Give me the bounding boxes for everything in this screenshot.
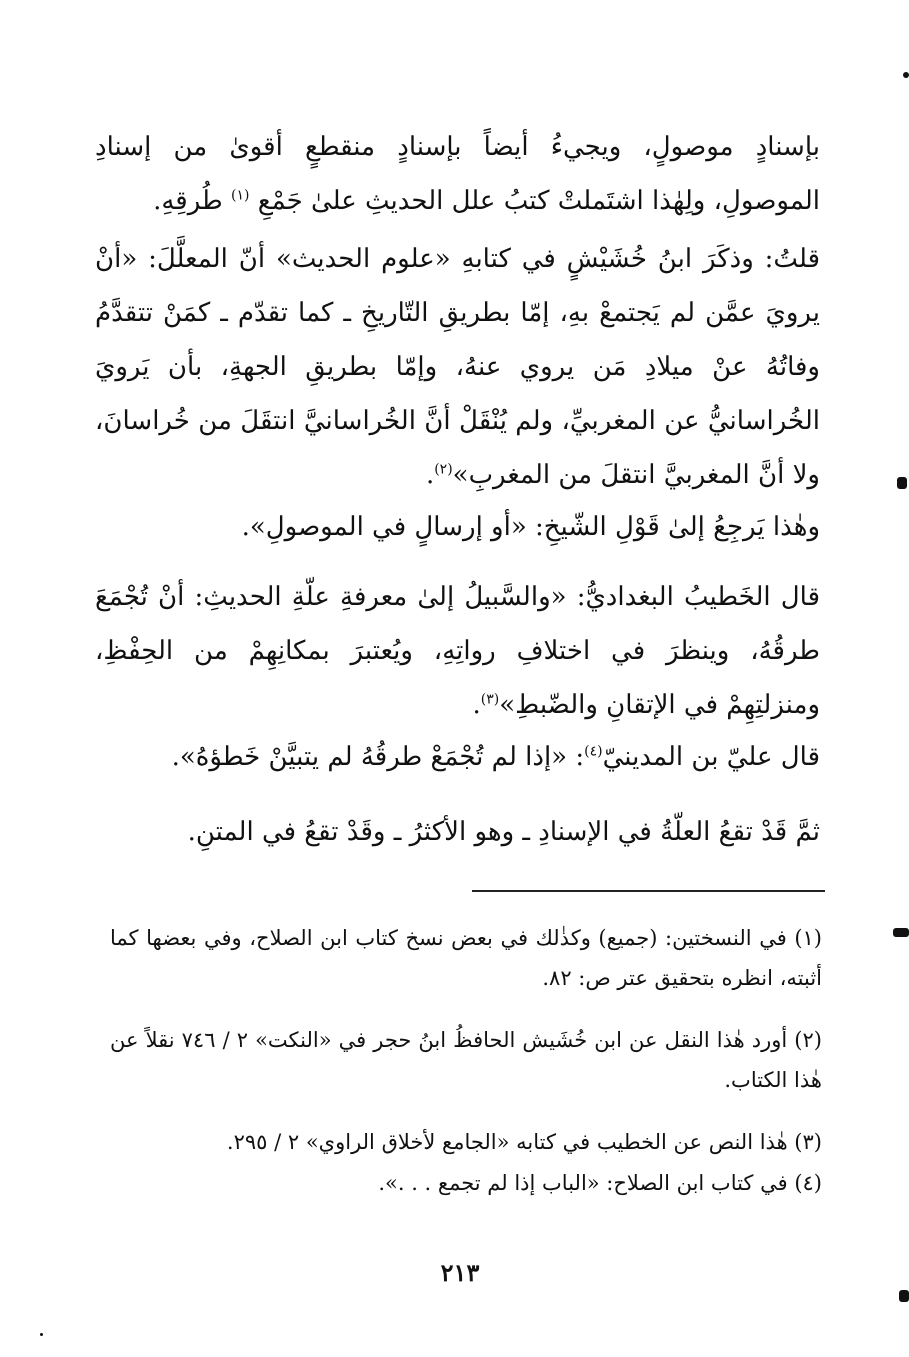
footnote-1: (١) في النسختين: (جميع) وكذٰلك في بعض نسخ كتاب ابن الصلاح، وفي بعضها كما أثبته، انظره بتحقيق عتر ص: ٨٢.	[110, 926, 822, 990]
footnote-ref-4: (٤)	[584, 743, 603, 760]
paragraph-text: قال عليّ بن المدينيّ	[602, 742, 820, 772]
scan-speck	[897, 477, 907, 489]
paragraph-text: قلتُ: وذكَرَ ابنُ خُشَيْشٍ في كتابهِ «علوم الحديث» أنّ المعلَّلَ: «أنْ يرويَ عمَّن لم يَجتمعْ بهِ، إمّا بطريقِ التّاريخِ ـ كما تقدّم ـ كمَنْ تتقدَّمُ وفاتُهُ عنْ ميلادِ مَن يروي عنهُ، وإمّا بطريقِ الجهةِ، بأن يَرويَ الخُراسانيُّ عن المغربيِّ، ولم يُنْقَلْ أنَّ الخُراسانيَّ انتقَلَ من خُراسانَ، ولا أنَّ المغربيَّ انتقلَ من المغربِ»	[95, 244, 820, 490]
paragraph-text: قال الخَطيبُ البغداديُّ: «والسَّبيلُ إلىٰ معرفةِ علّةِ الحديثِ: أنْ تُجْمَعَ طرقُهُ، وينظرَ في اختلافِ رواتِهِ، ويُعتبرَ بمكانِهِمْ من الحِفْظِ، ومنزلتِهِمْ في الإتقانِ والضّبطِ»	[95, 582, 820, 720]
paragraph-text: ثمَّ قَدْ تقعُ العلّةُ في الإسنادِ ـ وهو الأكثرُ ـ وقَدْ تقعُ في المتنِ.	[187, 817, 820, 847]
footnote-ref-1: (١)	[231, 187, 250, 204]
scan-speck	[893, 928, 909, 937]
paragraph-4	[95, 570, 820, 732]
scan-speck	[899, 1290, 909, 1302]
scan-speck	[903, 72, 909, 78]
page-number: ٢١٣	[440, 1258, 480, 1287]
paragraph-text-end: : «إذا لم تُجْمَعْ طرقُهُ لم يتبيَّنْ خَطؤهُ».	[171, 742, 585, 772]
paragraph-2	[95, 232, 820, 502]
paragraph-text-end: .	[472, 690, 481, 720]
paragraph-6	[95, 805, 820, 859]
paragraph-5	[95, 730, 820, 784]
paragraph-3	[95, 500, 820, 554]
footnote-3: (٣) هٰذا النص عن الخطيب في كتابه «الجامع لأخلاق الراوي» ٢ / ٢٩٥.	[226, 1130, 822, 1154]
scan-speck	[40, 1333, 43, 1336]
paragraph-text: وهٰذا يَرجِعُ إلىٰ قَوْلِ الشّيخِ: «أو إرسالٍ في الموصولِ».	[241, 512, 820, 542]
paragraph-text: بإسنادٍ موصولٍ، ويجيءُ أيضاً بإسنادٍ منقطعٍ أقوىٰ من إسنادِ الموصولِ، ولِهٰذا اشتَملتْ كتبُ علل الحديثِ علىٰ جَمْعِ	[95, 132, 820, 216]
paragraph-1	[95, 120, 820, 228]
paragraph-text-end: .	[425, 460, 435, 490]
footnote-ref-2: (٢)	[434, 461, 453, 478]
footnote-2: (٢) أورد هٰذا النقل عن ابن خُشَيش الحافظُ ابنُ حجر في «النكت» ٢ / ٧٤٦ نقلاً عن هٰذا الكتاب.	[110, 1028, 822, 1092]
footnote-separator	[472, 890, 825, 892]
footnote-ref-3: (٣)	[480, 691, 500, 708]
paragraph-text-end: طُرقِهِ.	[153, 186, 223, 216]
footnote-4: (٤) في كتاب ابن الصلاح: «الباب إذا لم تجمع . . .».	[378, 1171, 822, 1195]
